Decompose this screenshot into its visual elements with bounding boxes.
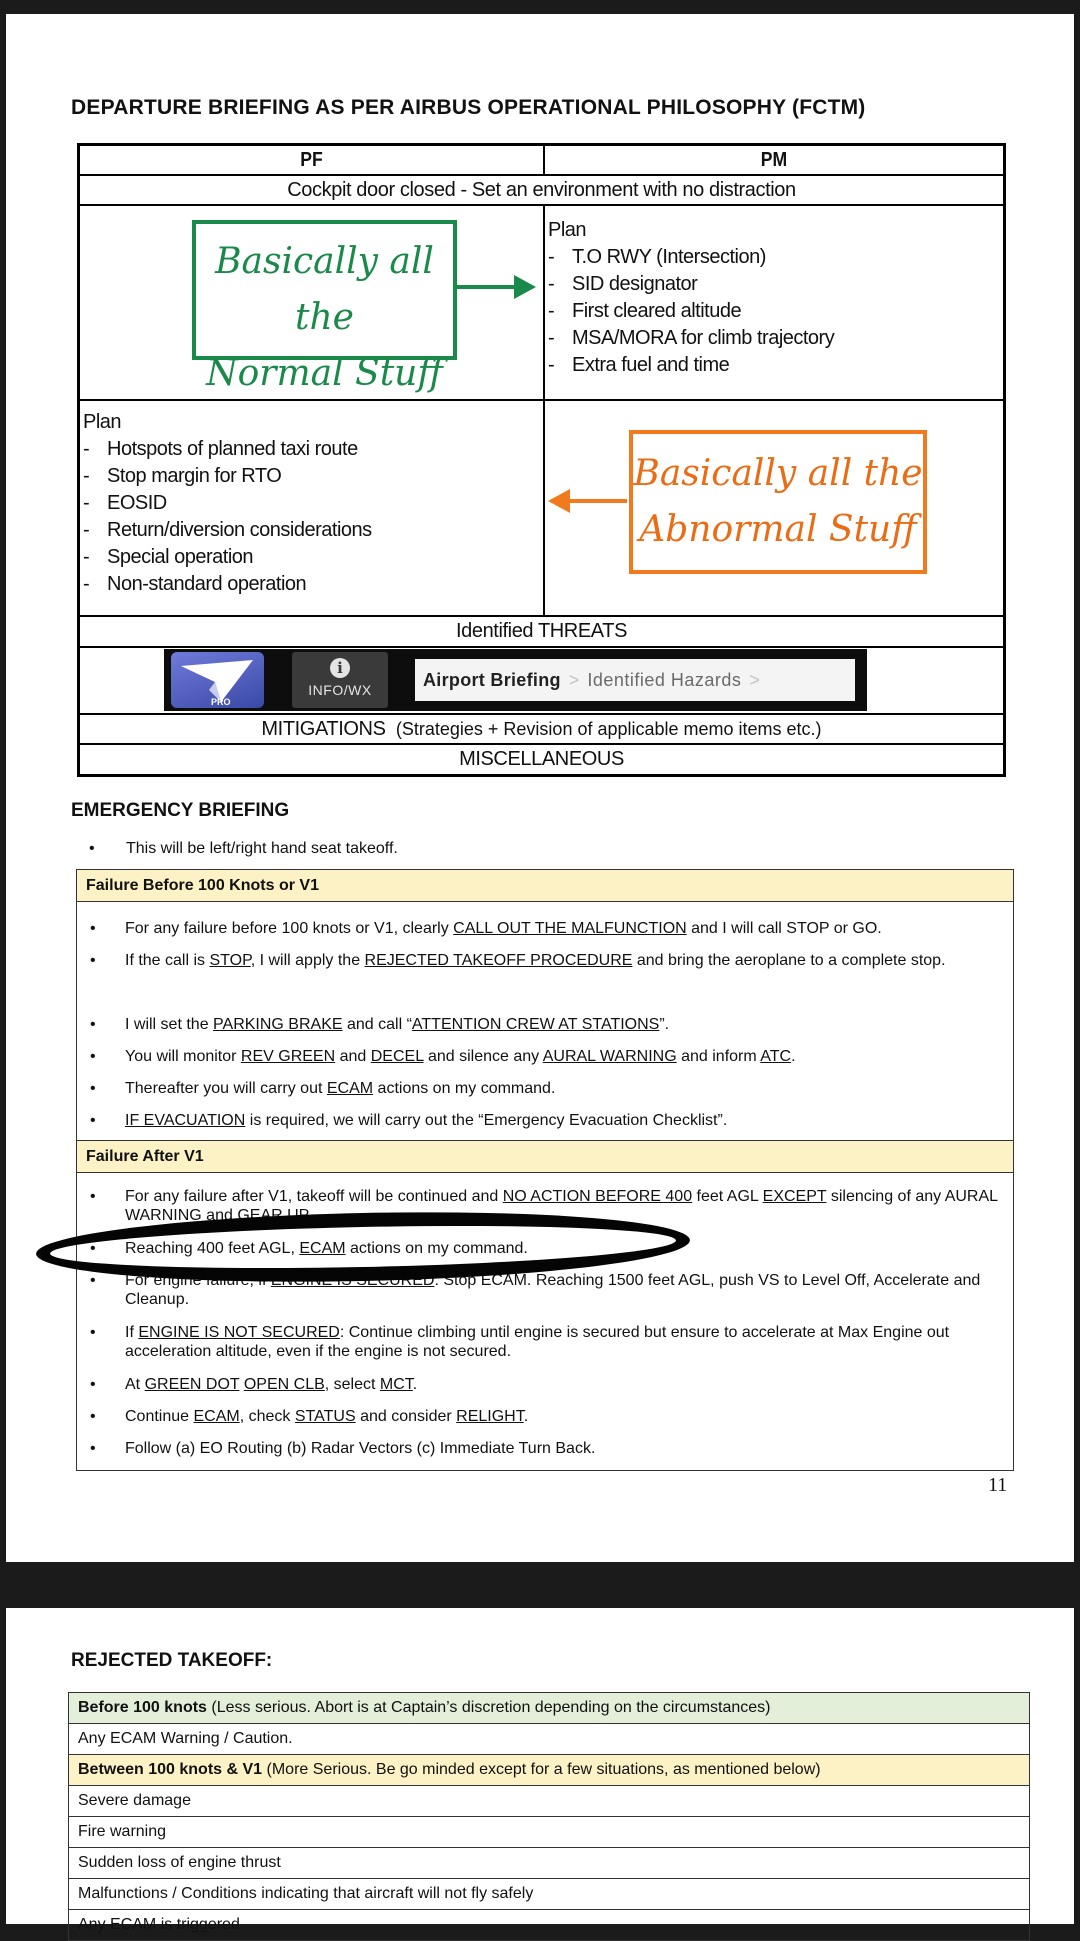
pf-plan-item: - Stop margin for RTO bbox=[83, 463, 372, 490]
pf-plan-item: - Return/diversion considerations bbox=[83, 517, 372, 544]
arrow-right-icon bbox=[457, 285, 514, 289]
list-item: • For any failure before 100 knots or V1, clearly CALL OUT THE MALFUNCTION and I will call STOP or GO. bbox=[125, 919, 1003, 938]
document-page-11 bbox=[6, 14, 1074, 1562]
list-item: • Continue ECAM, check STATUS and consider RELIGHT. bbox=[125, 1407, 1003, 1426]
rejected-takeoff-title: REJECTED TAKEOFF: bbox=[71, 1650, 273, 1671]
table-rule bbox=[543, 204, 545, 615]
abnormal-stuff-line: Basically all the bbox=[633, 453, 923, 494]
list-item: • At GREEN DOT OPEN CLB, select MCT. bbox=[125, 1375, 1003, 1394]
list-item: • Thereafter you will carry out ECAM actions on my command. bbox=[125, 1079, 1003, 1098]
cockpit-door-row: Cockpit door closed - Set an environment with no distraction bbox=[287, 179, 796, 201]
table-rule bbox=[80, 646, 1003, 648]
page-number: 11 bbox=[988, 1474, 1008, 1496]
pm-plan-item: - T.O RWY (Intersection) bbox=[548, 244, 834, 271]
normal-stuff-line: Basically all the bbox=[215, 241, 434, 338]
pf-plan-item: - Non-standard operation bbox=[83, 571, 372, 598]
list-item: • If the call is STOP, I will apply the REJECTED TAKEOFF PROCEDURE and bring the aeroplane to a complete stop. bbox=[125, 951, 1003, 970]
pm-plan-list bbox=[548, 217, 834, 379]
pm-plan-heading: Plan bbox=[548, 219, 587, 241]
failure-after-v1-band: Failure After V1 bbox=[77, 1140, 1013, 1173]
pm-plan-item: - Extra fuel and time bbox=[548, 352, 834, 379]
chevron-right-icon: > bbox=[749, 670, 760, 690]
list-item: • IF EVACUATION is required, we will carry out the “Emergency Evacuation Checklist”. bbox=[125, 1111, 1003, 1130]
list-item: • I will set the PARKING BRAKE and call “ATTENTION CREW AT STATIONS”. bbox=[125, 1015, 1003, 1034]
app-logo-text: PRO bbox=[211, 697, 231, 707]
mitigations-label: MITIGATIONS bbox=[261, 718, 386, 740]
departure-briefing-table bbox=[77, 143, 1006, 777]
list-item: • For any failure after V1, takeoff will be continued and NO ACTION BEFORE 400 feet AGL EXCEPT silencing of any AURAL WARNING and GEAR UP. bbox=[125, 1187, 1003, 1225]
list-item: • Follow (a) EO Routing (b) Radar Vectors (c) Immediate Turn Back. bbox=[125, 1439, 1003, 1458]
table-row: Any ECAM is triggered bbox=[69, 1910, 1029, 1941]
app-logo-icon bbox=[171, 652, 264, 708]
table-row: Sudden loss of engine thrust bbox=[69, 1848, 1029, 1879]
failure-before-v1-band: Failure Before 100 Knots or V1 bbox=[77, 870, 1013, 902]
table-rule bbox=[80, 204, 1003, 206]
pm-plan-item: - SID designator bbox=[548, 271, 834, 298]
table-rule bbox=[543, 146, 545, 174]
pf-plan-list bbox=[83, 409, 372, 598]
table-row: Any ECAM Warning / Caution. bbox=[69, 1724, 1029, 1755]
breadcrumb bbox=[415, 659, 855, 701]
seat-line: • This will be left/right hand seat takeoff. bbox=[89, 840, 398, 858]
column-header-pm: PM bbox=[760, 149, 788, 171]
table-row: Malfunctions / Conditions indicating that aircraft will not fly safely bbox=[69, 1879, 1029, 1910]
breadcrumb-airport-briefing[interactable]: Airport Briefing bbox=[423, 670, 561, 690]
pm-plan-item: - First cleared altitude bbox=[548, 298, 834, 325]
info-wx-label: INFO/WX bbox=[308, 682, 372, 698]
table-row: Before 100 knots (Less serious. Abort is at Captain’s discretion depending on the circumstances) bbox=[69, 1693, 1029, 1724]
pf-plan-item: - Hotspots of planned taxi route bbox=[83, 436, 372, 463]
info-icon: i bbox=[330, 658, 350, 678]
info-wx-button[interactable] bbox=[292, 652, 388, 708]
pf-plan-item: - EOSID bbox=[83, 490, 372, 517]
departure-briefing-title: DEPARTURE BRIEFING AS PER AIRBUS OPERATIONAL PHILOSOPHY (FCTM) bbox=[71, 96, 866, 119]
rejected-takeoff-table bbox=[68, 1692, 1030, 1941]
identified-threats-row: Identified THREATS bbox=[455, 620, 628, 642]
table-row: Severe damage bbox=[69, 1786, 1029, 1817]
list-item: • Reaching 400 feet AGL, ECAM actions on my command. bbox=[125, 1239, 1003, 1258]
pm-plan-item: - MSA/MORA for climb trajectory bbox=[548, 325, 834, 352]
table-row: Fire warning bbox=[69, 1817, 1029, 1848]
document-page-12 bbox=[6, 1608, 1074, 1933]
emergency-briefing-title: EMERGENCY BRIEFING bbox=[71, 800, 290, 821]
arrow-left-icon bbox=[570, 499, 627, 503]
table-row: Between 100 knots & V1 (More Serious. Be go minded except for a few situations, as mentioned below) bbox=[69, 1755, 1029, 1786]
miscellaneous-row: MISCELLANEOUS bbox=[459, 748, 624, 770]
pf-plan-item: - Special operation bbox=[83, 544, 372, 571]
abnormal-stuff-box bbox=[629, 430, 927, 574]
normal-stuff-box bbox=[192, 220, 457, 394]
chevron-right-icon: > bbox=[568, 670, 580, 690]
list-item: • You will monitor REV GREEN and DECEL and silence any AURAL WARNING and inform ATC. bbox=[125, 1047, 1003, 1066]
list-item: • If ENGINE IS NOT SECURED: Continue climbing until engine is secured but ensure to accelerate at Max Engine out acceleration altitude, even if the engine is not secured. bbox=[125, 1323, 1003, 1361]
normal-stuff-line: Normal Stuff bbox=[206, 353, 443, 394]
pf-plan-heading: Plan bbox=[83, 411, 122, 433]
emergency-briefing-table bbox=[76, 869, 1014, 1471]
abnormal-stuff-line: Abnormal Stuff bbox=[639, 509, 917, 550]
mitigations-note: (Strategies + Revision of applicable memo items etc.) bbox=[395, 719, 822, 739]
mitigations-row bbox=[80, 715, 1003, 743]
list-item: • For engine failure, if ENGINE IS SECURED: Stop ECAM. Reaching 1500 feet AGL, push VS to Level Off, Accelerate and Cleanup. bbox=[125, 1271, 1003, 1309]
app-screenshot-strip bbox=[164, 649, 867, 711]
breadcrumb-identified-hazards[interactable]: Identified Hazards bbox=[587, 670, 742, 690]
column-header-pf: PF bbox=[300, 149, 323, 171]
